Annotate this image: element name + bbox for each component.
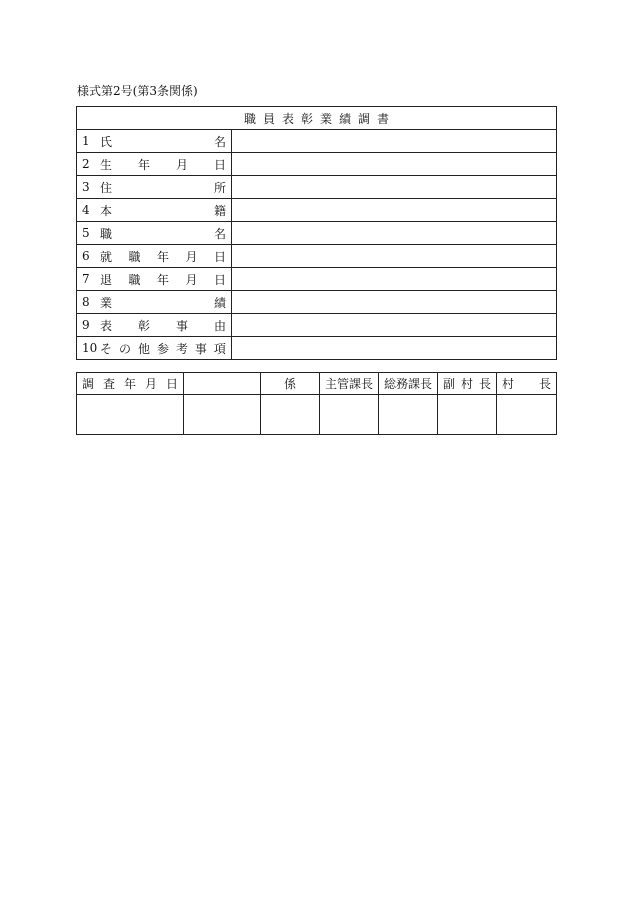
row-number: 5	[82, 226, 90, 240]
row-value-cell[interactable]	[232, 130, 557, 153]
row-label-cell	[77, 245, 232, 268]
row-label: 表 彰 事 由	[100, 318, 226, 333]
approval-stamp-cell[interactable]	[77, 395, 184, 435]
row-number: 9	[82, 318, 90, 332]
row-label: 職 名	[100, 226, 226, 241]
approval-stamp-cell[interactable]	[261, 395, 320, 435]
row-label-cell	[77, 337, 232, 360]
table-row	[77, 222, 557, 245]
table-row	[77, 176, 557, 199]
table-title-text: 職 員 表 彰 業 績 調 書	[243, 111, 390, 126]
row-label-cell	[77, 176, 232, 199]
table-row	[77, 245, 557, 268]
approval-table	[76, 372, 557, 435]
approval-header-cell: 主管課長	[320, 373, 379, 395]
row-number: 3	[82, 180, 90, 194]
row-number: 8	[82, 295, 90, 309]
approval-header-row	[77, 373, 557, 395]
table-row	[77, 130, 557, 153]
form-number-label: 様式第2号(第3条関係)	[77, 84, 198, 98]
row-label: そ の 他 参 考 事 項	[100, 341, 226, 356]
row-value-cell[interactable]	[232, 176, 557, 199]
row-number: 7	[82, 272, 90, 286]
approval-stamp-cell[interactable]	[379, 395, 438, 435]
approval-header-cell: 副 村 長	[438, 373, 497, 395]
row-label-cell	[77, 314, 232, 337]
row-label: 本 籍	[100, 203, 226, 218]
table-row	[77, 268, 557, 291]
commendation-record-table	[76, 106, 557, 360]
row-value-cell[interactable]	[232, 245, 557, 268]
row-value-cell[interactable]	[232, 268, 557, 291]
table-row	[77, 314, 557, 337]
approval-stamp-cell[interactable]	[497, 395, 557, 435]
row-number: 2	[82, 157, 90, 171]
row-label: 業 績	[100, 295, 226, 310]
row-number: 10	[82, 341, 98, 355]
row-number: 1	[82, 134, 90, 148]
row-number: 4	[82, 203, 90, 217]
row-number: 6	[82, 249, 90, 263]
approval-header-cell: 調 査 年 月 日	[77, 373, 184, 395]
table-title-row	[77, 107, 557, 130]
row-label-cell	[77, 153, 232, 176]
row-label-cell	[77, 199, 232, 222]
row-value-cell[interactable]	[232, 291, 557, 314]
approval-stamp-row	[77, 395, 557, 435]
row-value-cell[interactable]	[232, 222, 557, 245]
row-value-cell[interactable]	[232, 337, 557, 360]
row-label-cell	[77, 291, 232, 314]
row-label: 住 所	[100, 180, 226, 195]
approval-header-cell: 係	[261, 373, 320, 395]
row-label: 生 年 月 日	[100, 157, 226, 172]
table-title	[77, 107, 557, 130]
row-value-cell[interactable]	[232, 153, 557, 176]
approval-header-cell	[184, 373, 261, 395]
approval-stamp-cell[interactable]	[184, 395, 261, 435]
row-label: 退 職 年 月 日	[100, 272, 226, 287]
row-label: 氏 名	[100, 134, 226, 149]
table-row	[77, 337, 557, 360]
approval-stamp-cell[interactable]	[320, 395, 379, 435]
approval-stamp-cell[interactable]	[438, 395, 497, 435]
row-label: 就 職 年 月 日	[100, 249, 226, 264]
row-value-cell[interactable]	[232, 199, 557, 222]
table-row	[77, 291, 557, 314]
table-row	[77, 153, 557, 176]
row-value-cell[interactable]	[232, 314, 557, 337]
row-label-cell	[77, 268, 232, 291]
approval-header-cell: 村 長	[497, 373, 557, 395]
row-label-cell	[77, 222, 232, 245]
row-label-cell	[77, 130, 232, 153]
table-row	[77, 199, 557, 222]
approval-header-cell: 総務課長	[379, 373, 438, 395]
